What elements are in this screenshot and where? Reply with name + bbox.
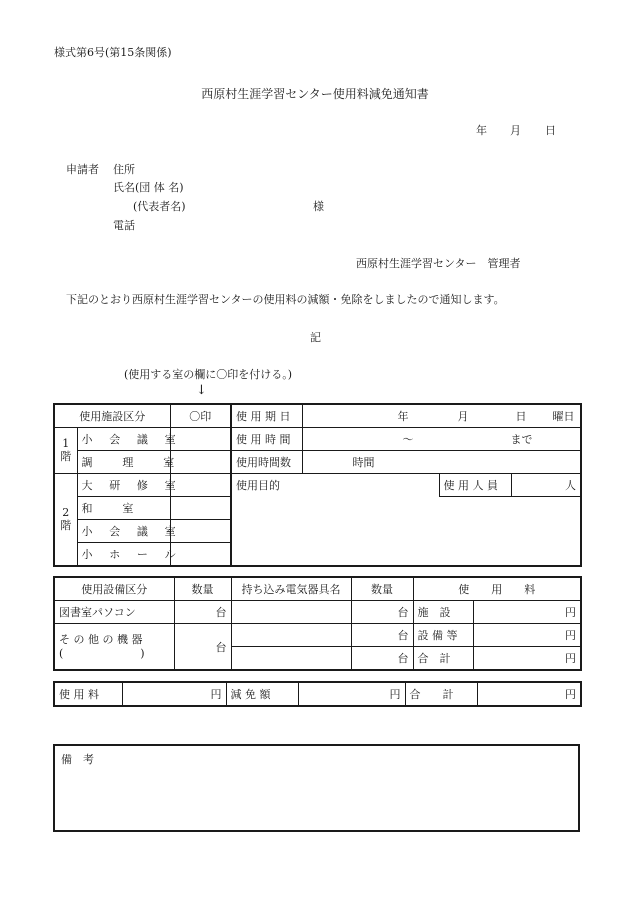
- room-large-training: 大 研 修 室: [77, 474, 170, 497]
- facility-table: [53, 403, 582, 567]
- fee-label-equipment: 設 備 等: [413, 624, 473, 647]
- remarks-label: 備 考: [61, 753, 94, 766]
- fee-label-facility: 施 設: [413, 601, 473, 624]
- summary-fee-label: 使 用 料: [54, 682, 122, 706]
- header-qty2: 数量: [351, 577, 413, 601]
- purpose-value[interactable]: [231, 497, 581, 567]
- summary-total-yen[interactable]: 円: [477, 682, 581, 706]
- equipment-other-label: そ の 他 の 機 器: [59, 632, 143, 646]
- fee-yen[interactable]: 円: [473, 647, 581, 671]
- issuer: 西原村生涯学習センター 管理者: [356, 257, 521, 270]
- room-small-meeting-1f: 小 会 議 室: [77, 428, 170, 451]
- name-label: 氏名(団 体 名): [113, 181, 184, 194]
- use-time-label: 使 用 時 間: [231, 428, 302, 451]
- summary-table: [53, 681, 582, 707]
- use-hours-unit: 時間: [352, 456, 375, 469]
- form-number: 様式第6号(第15条関係): [54, 46, 172, 59]
- remarks-box[interactable]: [53, 744, 580, 832]
- header-fee: 使 用 料: [413, 577, 581, 601]
- use-date-year: 年: [397, 410, 409, 423]
- date-month: 月: [510, 124, 521, 137]
- use-date-day: 日: [515, 410, 527, 423]
- people-unit: 人: [511, 474, 581, 497]
- use-date-month: 月: [457, 410, 469, 423]
- room-kitchen: 調 理 室: [77, 451, 170, 474]
- room-japanese: 和 室: [77, 497, 170, 520]
- ki-mark: 記: [310, 331, 321, 344]
- header-qty: 数量: [174, 577, 231, 601]
- device-name-cell[interactable]: [231, 624, 351, 647]
- header-equipment: 使用設備区分: [54, 577, 174, 601]
- equipment-table: [53, 576, 582, 671]
- honorific: 様: [313, 200, 324, 213]
- device-name-cell[interactable]: [231, 601, 351, 624]
- use-date-value[interactable]: [302, 404, 581, 428]
- use-time-until: まで: [510, 433, 533, 446]
- use-date-weekday: 曜日: [552, 410, 575, 423]
- down-arrow: ↓: [196, 383, 207, 398]
- summary-total-label: 合 計: [405, 682, 477, 706]
- instruction-text: (使用する室の欄に〇印を付ける。): [124, 368, 293, 381]
- equipment-other: [54, 624, 174, 671]
- qty-unit[interactable]: 台: [174, 601, 231, 624]
- use-date-label: 使 用 期 日: [231, 404, 302, 428]
- fee-yen[interactable]: 円: [473, 624, 581, 647]
- equipment-other-paren: ( ): [59, 646, 145, 660]
- use-time-tilde: ～: [402, 433, 414, 446]
- qty2-unit[interactable]: 台: [351, 601, 413, 624]
- qty-unit[interactable]: 台: [174, 624, 231, 671]
- use-time-value[interactable]: [302, 428, 581, 451]
- fee-label-total: 合 計: [413, 647, 473, 671]
- fee-yen[interactable]: 円: [473, 601, 581, 624]
- summary-discount-label: 減 免 額: [226, 682, 298, 706]
- header-device: 持ち込み電気器具名: [231, 577, 351, 601]
- qty2-unit[interactable]: 台: [351, 624, 413, 647]
- use-hours-label: 使用時間数: [231, 451, 302, 474]
- floor1-label-text: 1 階: [60, 436, 72, 463]
- address-label: 住所: [113, 163, 135, 176]
- summary-fee-yen[interactable]: 円: [122, 682, 226, 706]
- mark-cell[interactable]: [170, 497, 231, 520]
- date-year: 年: [476, 124, 487, 137]
- floor2-label-text: 2 階: [60, 505, 72, 532]
- representative-label: (代表者名): [133, 200, 186, 213]
- purpose-label: 使用目的: [231, 474, 439, 497]
- notice-body-text: 下記のとおり西原村生涯学習センターの使用料の減額・免除をしましたので通知します。: [66, 293, 505, 306]
- phone-label: 電話: [113, 219, 135, 232]
- qty2-unit[interactable]: 台: [351, 647, 413, 671]
- header-mark: 〇印: [170, 404, 231, 428]
- date-day: 日: [545, 124, 556, 137]
- document-title: 西原村生涯学習センター使用料減免通知書: [201, 87, 429, 101]
- applicant-label: 申請者: [66, 163, 99, 176]
- room-small-hall: 小 ホ ー ル: [77, 543, 170, 567]
- equipment-library-pc: 図書室パソコン: [54, 601, 174, 624]
- device-name-cell[interactable]: [231, 647, 351, 671]
- room-small-meeting-2f: 小 会 議 室: [77, 520, 170, 543]
- floor2-label: [54, 474, 77, 567]
- people-label: 使 用 人 員: [439, 474, 511, 497]
- header-facility: 使用施設区分: [54, 404, 170, 428]
- floor1-label: [54, 428, 77, 474]
- use-hours-value[interactable]: [302, 451, 581, 474]
- summary-discount-yen[interactable]: 円: [298, 682, 405, 706]
